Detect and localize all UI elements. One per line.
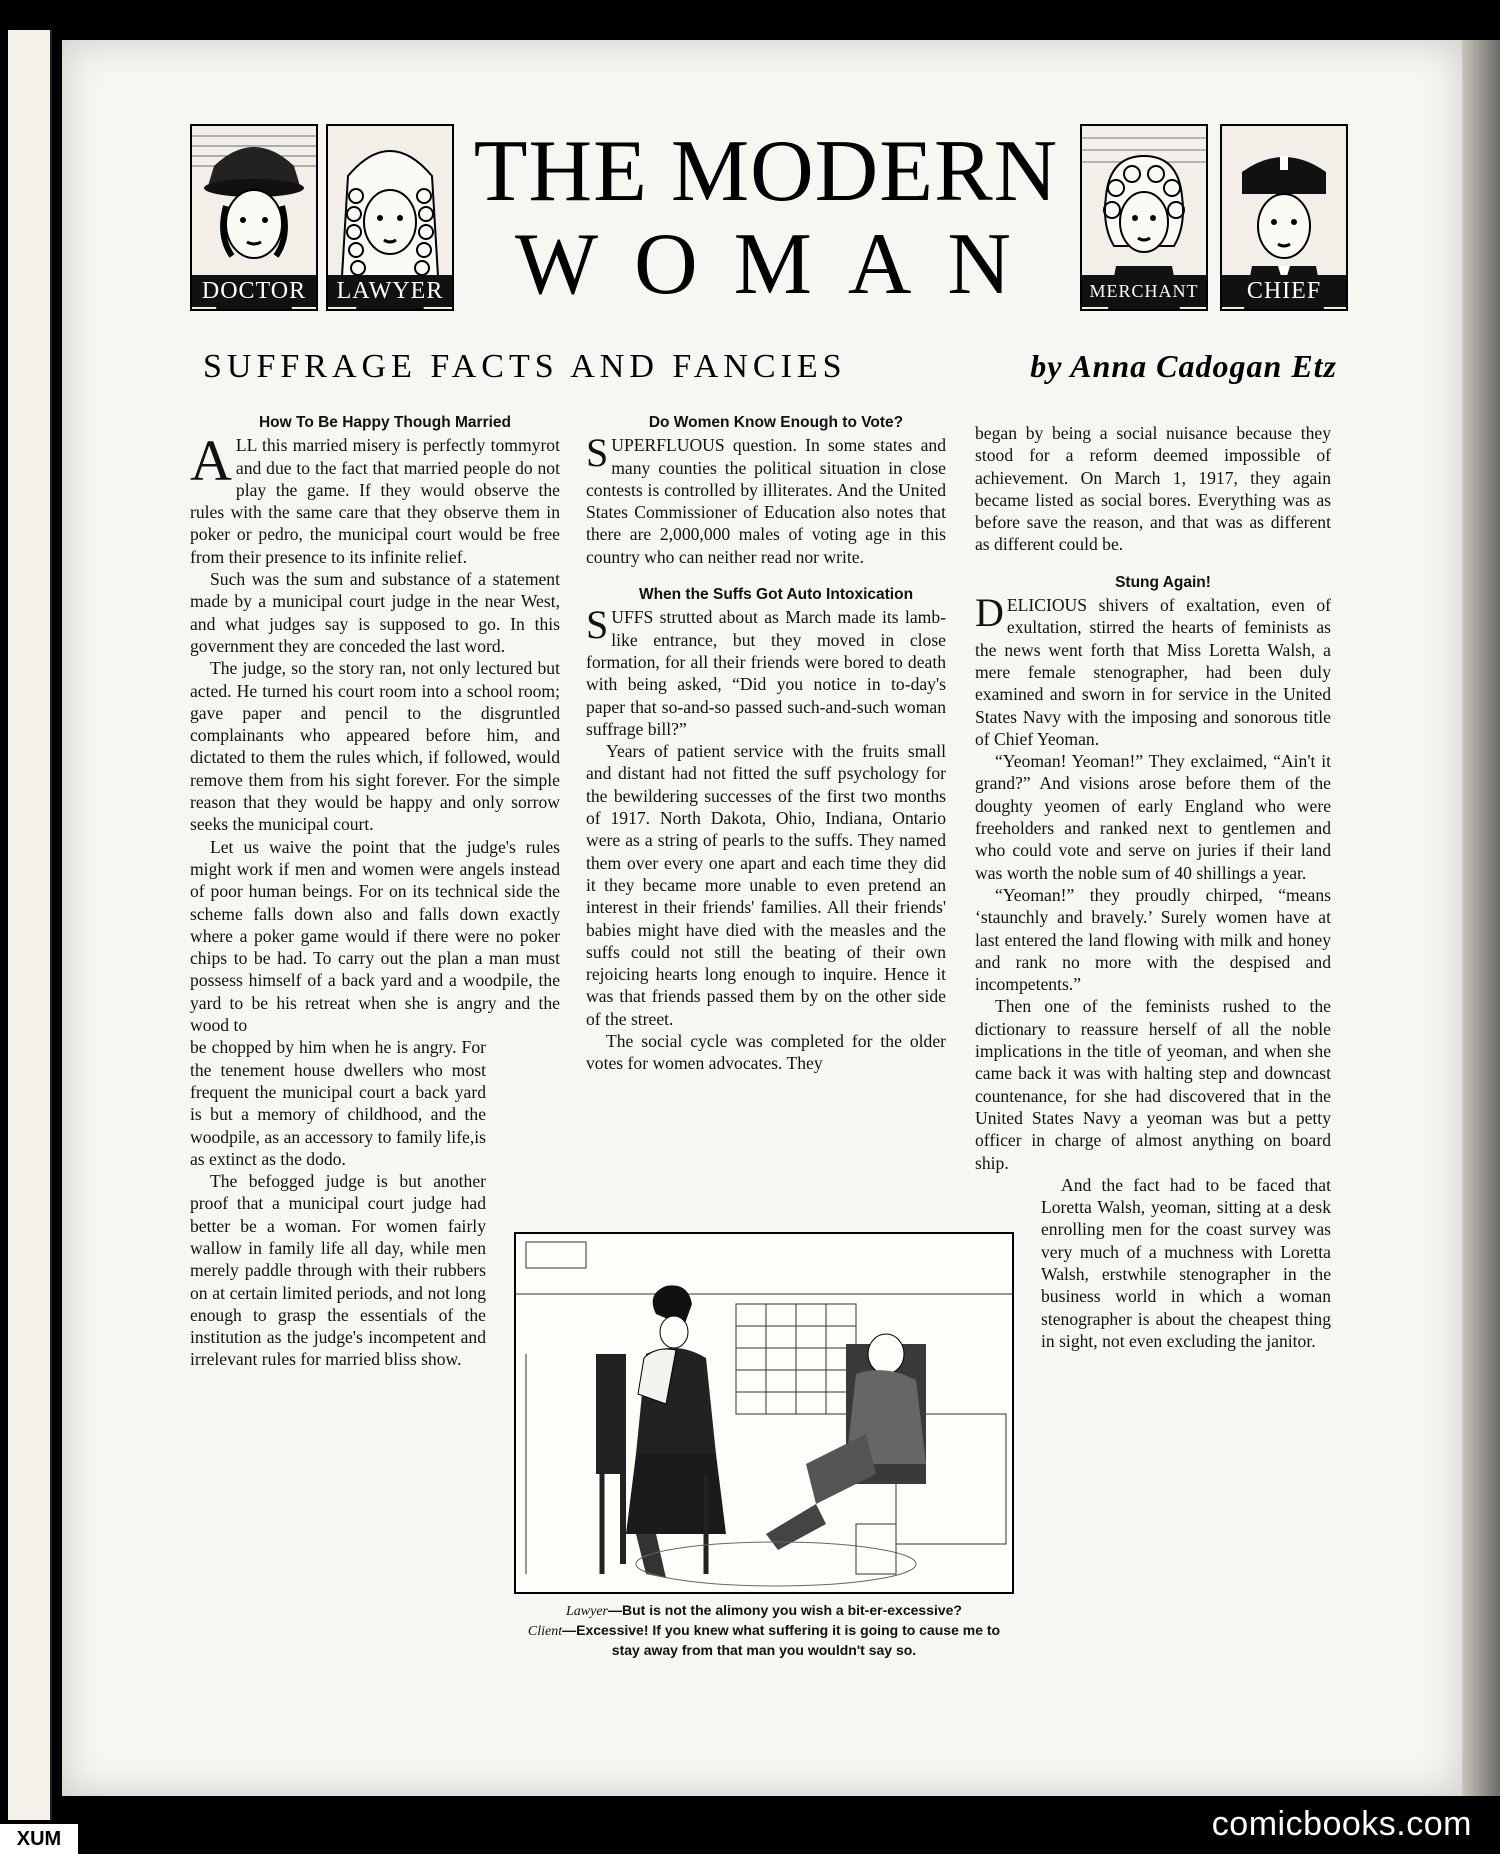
section-heading: How To Be Happy Though Married [258, 414, 512, 431]
paragraph: “Yeoman!” they proudly chirped, “means ‘staunchly and bravely.’ Surely women have at last entered the land flowing with milk and honey and rank no more with the despised and incompetents.” [975, 884, 1331, 995]
paragraph: LL this married misery is perfectly tommyrot and due to the fact that married people do not play the game. If they would observe the rules with the same care that they observe them in poker or pedro, the municipal court would be free from their presence to its infinite relief. [190, 435, 560, 567]
paragraph: UFFS strutted about as March made its lamb-like entrance, but they moved in close formation, for all their friends were bored to death with being asked, “Did you notice in to-day's paper that so-and-so passed such-and-such woman suffrage bill?” [586, 607, 946, 739]
caption-speaker: Lawyer [566, 1604, 608, 1619]
masthead [190, 124, 1350, 311]
paragraph: be chopped by him when he is angry. For the tenement house dwellers who most frequent the municipal court a back yard is but a memory of childhood, and the woodpile, as an accessory to family life,is as extinct as the dodo. [190, 1037, 486, 1169]
paragraph: ELICIOUS shivers of exaltation, even of exultation, stirred the hearts of feminists as the news went forth that Miss Loretta Walsh, a mere female stenographer, had been duly examined and sworn in for service in the United States Navy with the imposing and sonorous title of Chief Yeoman. [975, 595, 1331, 749]
column-2 [586, 412, 946, 1075]
paragraph: The befogged judge is but another proof that a municipal court judge had better be a woman. For women fairly wallow in family life all day, while men merely paddle through with their rubbers on at certain limited periods, and not long enough to grasp the essentials of the institution as the judge's incompetent and irrelevant rules for married bliss show. [190, 1171, 486, 1370]
column-3 [975, 422, 1331, 1352]
byline: by Anna Cadogan Etz [1030, 348, 1337, 384]
title-line-2: WOMAN [515, 216, 1047, 313]
lawyer-portrait [326, 124, 454, 311]
lawyer-label: LAWYER [328, 275, 452, 307]
merchant-label: MERCHANT [1082, 275, 1206, 307]
previous-page-edge [8, 30, 52, 1820]
paragraph: UPERFLUOUS question. In some states and many counties the political situation in close contests is controlled by illiterates. And the United States Commissioner of Education also notes that there are 2,000,000 males of voting age in this country who can neither read nor write. [586, 435, 946, 567]
title-block [472, 124, 1060, 311]
paragraph: Years of patient service with the fruits small and distant had not fitted the suff psychology for the bewildering successes of the first two months of 1917. North Dakota, Ohio, Indiana, Ontario were as a string of pearls to the suffs. They named them over every one apart and each time they did it they became more unable to even pretend an interest in their friends' families. All their friends' babies might have died with the measles and the suffs could not still the beating of their own rejoicing hearts long enough to inquire. Hence it was that friends passed them by on the other side of the street. [586, 741, 946, 1029]
drop-cap: D [975, 590, 1004, 636]
caption-line: —But is not the alimony you wish a bit-er-excessive? [608, 1602, 962, 1618]
chief-portrait [1220, 124, 1348, 311]
chief-label: CHIEF [1222, 275, 1346, 307]
column-1 [190, 412, 560, 1371]
paragraph: And the fact had to be faced that Loretta Walsh, yeoman, sitting at a desk enrolling men for the coast survey was very much of a muchness with Loretta Walsh, erstwhile stenographer in the business world in which a woman stenographer is about the cheapest thing in sight, not even excluding the janitor. [1041, 1174, 1331, 1351]
title-line-1: THE MODERN [473, 123, 1059, 220]
lawyer-client-illustration [514, 1232, 1014, 1594]
paragraph: “Yeoman! Yeoman!” They exclaimed, “Ain't it grand?” And visions arose before them of the doughty yeomen of early England who were freeholders and ranked next to gentlemen and who could vote and serve on juries if their land was worth the noble sum of 40 shillings a year. [975, 751, 1331, 883]
corner-tag: XUM [0, 1824, 78, 1854]
subtitle-row [203, 348, 1343, 392]
section-heading: Stung Again! [1115, 573, 1211, 591]
paragraph: Such was the sum and substance of a statement made by a municipal court judge in the near West, and what judges say is supposed to go. In this government they are conceded the last word. [190, 569, 560, 656]
paragraph: Let us waive the point that the judge's rules might work if men and women were angels instead of poor human beings. For on its technical side the scheme falls down also and falls down exactly where a poker game would if there were no poker chips to be had. To carry out the plan a man must possess himself of a back yard and a woodpile, the yard to be his retreat when she is angry and the wood to [190, 836, 560, 1036]
page-gutter-shadow [1462, 40, 1500, 1796]
paragraph: The social cycle was completed for the older votes for women advocates. They [586, 1031, 946, 1074]
paragraph: Then one of the feminists rushed to the dictionary to reassure herself of all the noble implications in the title of yeoman, and when she came back it was with halting step and downcast countenance, for she had discovered that in the United States Navy a yeoman was but a petty officer in charge of almost anything on board ship. [975, 996, 1331, 1173]
caption-speaker: Client [527, 1624, 563, 1639]
doctor-label: DOCTOR [192, 275, 316, 307]
site-watermark: comicbooks.com [1211, 1805, 1472, 1843]
drop-cap: S [586, 430, 609, 476]
left-margin [0, 0, 62, 1854]
article-subtitle: SUFFRAGE FACTS AND FANCIES [203, 348, 847, 385]
illustration-caption [514, 1601, 1014, 1659]
section-heading: Do Women Know Enough to Vote? [648, 414, 904, 431]
doctor-portrait [190, 124, 318, 311]
drop-cap: S [586, 602, 609, 648]
section-heading: When the Suffs Got Auto Intoxication [638, 586, 914, 604]
caption-line: —Excessive! If you knew what suffering it is going to cause me to stay away from that man you wouldn't say so. [562, 1622, 1001, 1658]
paragraph: began by being a social nuisance because they stood for a reform deemed impossible of achievement. On March 1, 1917, they again became listed as social bores. Everything was as before save the reason, and that was as different as different could be. [975, 423, 1331, 555]
drop-cap: A [190, 428, 232, 494]
paragraph: The judge, so the story ran, not only lectured but acted. He turned his court room into a school room; gave paper and pencil to the disgruntled complainants who appeared before him, and dictated to them the rules which, if followed, would remove them from his sight forever. For the simple reason that they would be happy and only sorrow seeks the municipal court. [190, 658, 560, 835]
merchant-portrait [1080, 124, 1208, 311]
